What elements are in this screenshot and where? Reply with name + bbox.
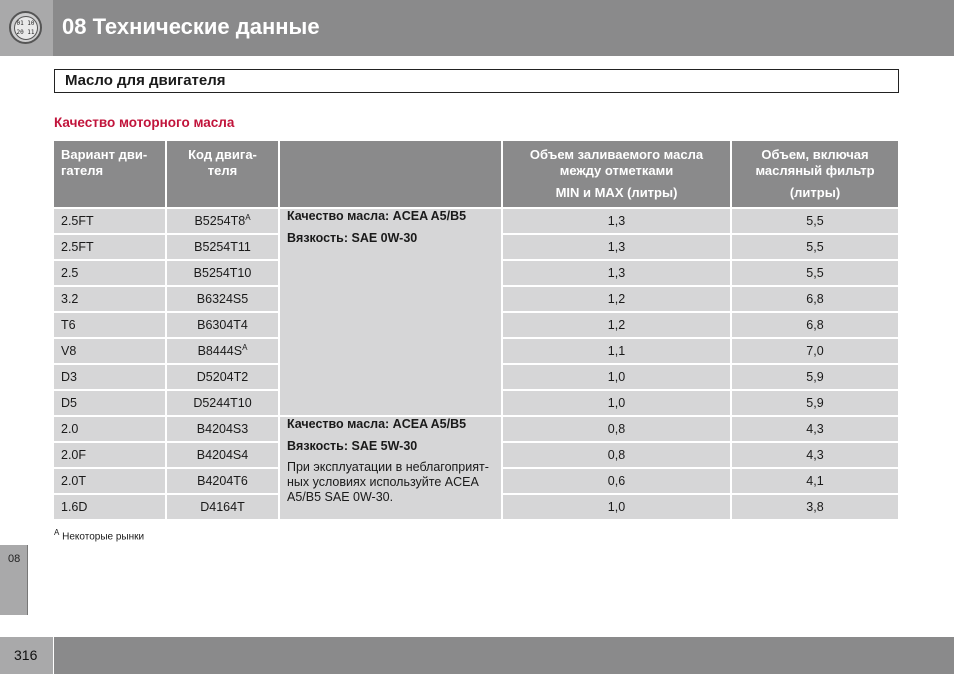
header-code (166, 141, 279, 208)
cell-minmax: 1,3 (502, 234, 731, 260)
chapter-tab (0, 545, 28, 615)
header-variant (54, 141, 166, 208)
cell-code (166, 208, 279, 234)
clock-badge-text (14, 16, 38, 40)
cell-minmax: 1,0 (502, 390, 731, 416)
table-row (54, 208, 898, 234)
page-title: 08 Технические данные (62, 14, 320, 39)
cell-total: 4,1 (731, 468, 898, 494)
subheading: Качество моторного масла (54, 115, 235, 130)
cell-minmax: 1,3 (502, 260, 731, 286)
header-total-l3: (литры) (789, 185, 841, 200)
icon-text-bottom: 20 11 (16, 28, 35, 36)
header-minmax (502, 141, 731, 208)
cell-minmax: 1,2 (502, 312, 731, 338)
footer-page-box (0, 637, 53, 674)
table-row (54, 416, 898, 442)
cell-total: 5,5 (731, 234, 898, 260)
cell-total: 7,0 (731, 338, 898, 364)
cell-code: B4204S3 (166, 416, 279, 442)
cell-code: B5254T11 (166, 234, 279, 260)
header-icon-box (0, 0, 53, 56)
cell-variant: D3 (54, 364, 166, 390)
cell-variant: 2.5FT (54, 234, 166, 260)
cell-total: 5,5 (731, 208, 898, 234)
footnote-marker: A (242, 343, 248, 353)
header-total-l1: Объем, включая (761, 147, 869, 162)
footer-bar (54, 637, 954, 674)
oil-spec-table (54, 141, 898, 519)
cell-code (166, 338, 279, 364)
header-variant-l1: Вариант дви- (61, 147, 148, 162)
footnote (54, 528, 144, 542)
cell-minmax: 1,3 (502, 208, 731, 234)
cell-variant: 2.5 (54, 260, 166, 286)
section-title: Масло для двигателя (65, 72, 226, 89)
header-minmax-l1: Объем заливаемого масла (529, 147, 704, 162)
cell-variant: D5 (54, 390, 166, 416)
cell-total: 5,5 (731, 260, 898, 286)
cell-total: 5,9 (731, 364, 898, 390)
group2-viscosity: Вязкость: SAE 5W-30 (287, 439, 418, 453)
cell-total: 6,8 (731, 286, 898, 312)
cell-minmax: 0,8 (502, 442, 731, 468)
cell-code: B6324S5 (166, 286, 279, 312)
cell-code: D5204T2 (166, 364, 279, 390)
code-text: B5254T8 (194, 214, 246, 229)
cell-minmax: 1,0 (502, 364, 731, 390)
header-minmax-l2: между отметками (559, 163, 674, 178)
page-number: 316 (14, 647, 38, 663)
cell-variant: V8 (54, 338, 166, 364)
cell-minmax: 0,8 (502, 416, 731, 442)
header-total (731, 141, 898, 208)
header-total-l2: масляный фильтр (755, 163, 875, 178)
group2-note: При эксплуатации в неблагоприят-ных условиях используйте ACEA A5/B5 SAE 0W-30. (287, 460, 489, 504)
cell-total: 5,9 (731, 390, 898, 416)
header-code-l2: теля (207, 163, 238, 178)
cell-minmax: 1,2 (502, 286, 731, 312)
cell-variant: 2.0F (54, 442, 166, 468)
clock-badge-icon (9, 11, 42, 44)
cell-minmax: 0,6 (502, 468, 731, 494)
cell-oil-spec-group-2 (279, 416, 502, 519)
icon-text-top: 01 10 (16, 19, 35, 27)
header-variant-l2: гателя (61, 163, 104, 178)
page-header (0, 0, 954, 56)
table-header-row (54, 141, 898, 208)
cell-total: 6,8 (731, 312, 898, 338)
group2-quality: Качество масла: ACEA A5/B5 (287, 417, 467, 431)
cell-variant: 3.2 (54, 286, 166, 312)
cell-oil-spec-group-1 (279, 208, 502, 416)
cell-minmax: 1,1 (502, 338, 731, 364)
cell-code: D4164T (166, 494, 279, 519)
footnote-marker: A (245, 213, 251, 223)
chapter-tab-label: 08 (8, 553, 21, 565)
section-box (54, 69, 899, 93)
cell-code: B4204T6 (166, 468, 279, 494)
cell-code: B5254T10 (166, 260, 279, 286)
footnote-marker: A (54, 528, 60, 537)
header-minmax-l3: MIN и MAX (литры) (555, 185, 678, 200)
cell-variant: 1.6D (54, 494, 166, 519)
cell-total: 4,3 (731, 442, 898, 468)
cell-code: D5244T10 (166, 390, 279, 416)
cell-variant: 2.5FT (54, 208, 166, 234)
cell-variant: 2.0T (54, 468, 166, 494)
cell-minmax: 1,0 (502, 494, 731, 519)
group1-quality: Качество масла: ACEA A5/B5 (287, 209, 467, 223)
header-description (279, 141, 502, 208)
cell-code: B4204S4 (166, 442, 279, 468)
cell-code: B6304T4 (166, 312, 279, 338)
cell-total: 3,8 (731, 494, 898, 519)
cell-variant: T6 (54, 312, 166, 338)
group1-viscosity: Вязкость: SAE 0W-30 (287, 231, 418, 245)
cell-total: 4,3 (731, 416, 898, 442)
header-code-l1: Код двига- (188, 147, 257, 162)
footnote-text: Некоторые рынки (62, 531, 145, 543)
code-text: B8444S (197, 344, 243, 359)
cell-variant: 2.0 (54, 416, 166, 442)
